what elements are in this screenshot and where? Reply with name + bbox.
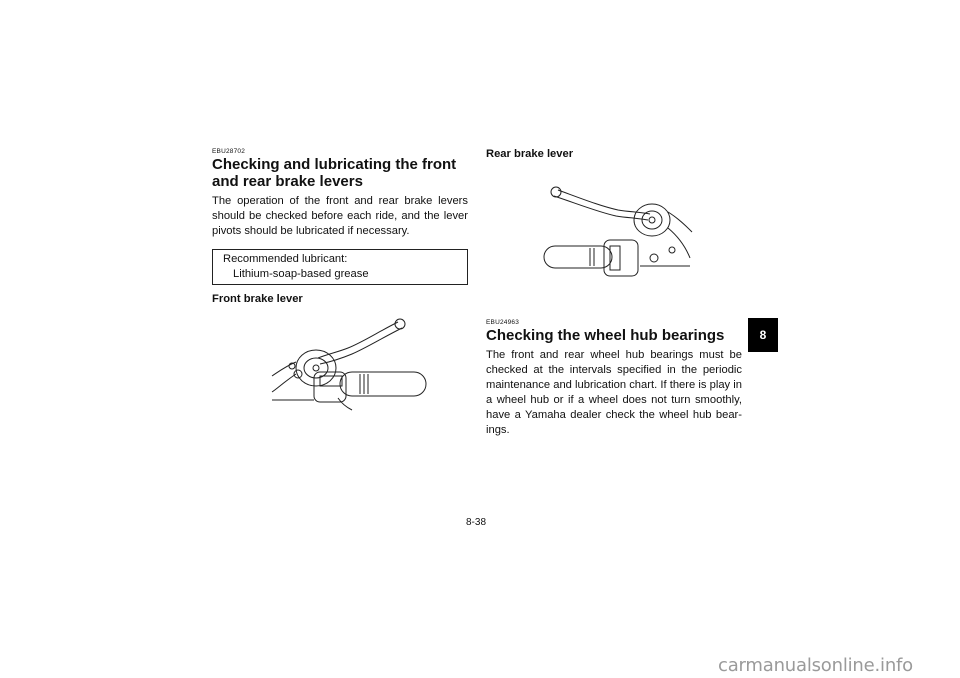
section-body: The front and rear wheel hub bearings must be checked at the intervals specified in the periodic maintenance and lubrication chart. If there is play in a wheel hub or if a wheel does not turn smoothly, have a Yamaha dealer check the wheel hub bear-ings. [486, 349, 742, 436]
rear-brake-lever-illustration [540, 176, 700, 288]
watermark: carmanualsonline.info [718, 655, 913, 676]
section-body: The operation of the front and rear brake levers should be checked before each ride, and the lever pivots should be lubricated if necessary. [212, 195, 468, 237]
section-code: EBU28702 [212, 148, 246, 155]
left-column [212, 148, 468, 305]
rear-brake-lever-label: Rear brake lever [486, 148, 574, 160]
section-title: Checking the wheel hub bearings [486, 327, 725, 344]
spec-value: Lithium-soap-based grease [233, 268, 369, 280]
right-column-section [486, 319, 742, 438]
section-title: Checking and lubricating the front and rear brake levers [212, 156, 457, 190]
spec-label: Recommended lubricant: [223, 253, 348, 265]
section-code: EBU24963 [486, 319, 520, 326]
lubricant-spec-box [212, 249, 468, 285]
chapter-tab: 8 [748, 318, 778, 352]
page-number: 8-38 [466, 517, 487, 528]
front-brake-lever-label: Front brake lever [212, 293, 303, 305]
front-brake-lever-illustration [268, 312, 436, 412]
